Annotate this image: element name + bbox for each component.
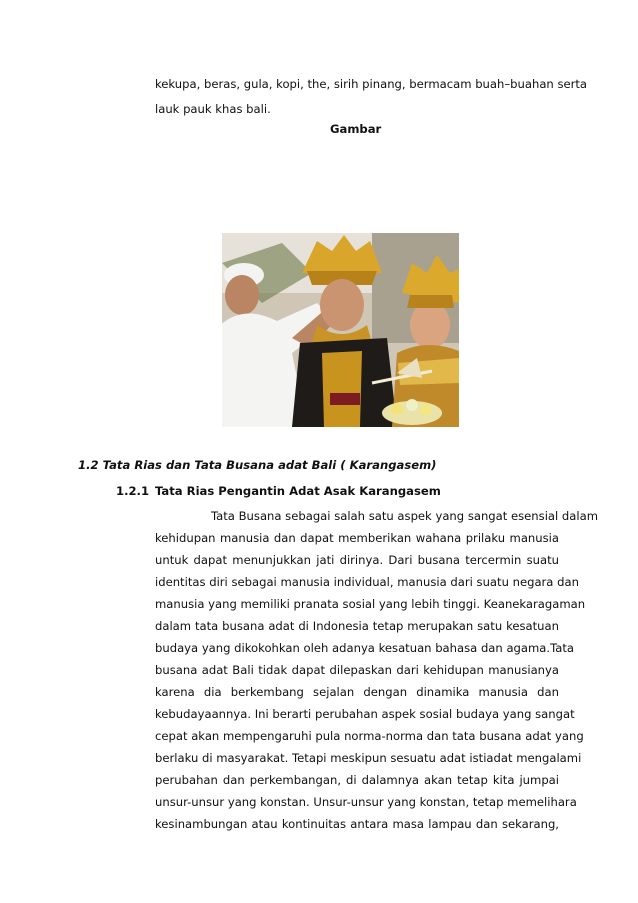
wedding-photo-illustration bbox=[222, 233, 459, 427]
paragraph-line-9: karena dia berkembang sejalan dengan dinamika manusia dan bbox=[155, 685, 559, 699]
paragraph-line-4: identitas diri sebagai manusia individual, manusia dari suatu negara dan bbox=[155, 575, 579, 589]
paragraph-line-5: manusia yang memiliki pranata sosial yang lebih tinggi. Keanekaragaman bbox=[155, 597, 586, 611]
top-text-line-2: lauk pauk khas bali. bbox=[155, 102, 271, 116]
paragraph-line-10: kebudayaannya. Ini berarti perubahan aspek sosial budaya yang sangat bbox=[155, 707, 575, 721]
paragraph-line-3: untuk dapat menunjukkan jati dirinya. Dari busana tercermin suatu bbox=[155, 553, 559, 567]
paragraph-line-11: cepat akan mempengaruhi pula norma-norma dan tata busana adat yang bbox=[155, 729, 584, 743]
paragraph-line-13: perubahan dan perkembangan, di dalamnya akan tetap kita jumpai bbox=[155, 773, 559, 787]
paragraph-line-2: kehidupan manusia dan dapat memberikan wahana prilaku manusia bbox=[155, 531, 559, 545]
paragraph-line-12: berlaku di masyarakat. Tetapi meskipun sesuatu adat istiadat mengalami bbox=[155, 751, 582, 765]
paragraph-line-6: dalam tata busana adat di Indonesia tetap merupakan satu kesatuan bbox=[155, 619, 559, 633]
paragraph-line-14: unsur-unsur yang konstan. Unsur-unsur yang konstan, tetap memelihara bbox=[155, 795, 577, 809]
paragraph-line-8: busana adat Bali tidak dapat dilepaskan dari kehidupan manusianya bbox=[155, 663, 559, 677]
subsection-title: Tata Rias Pengantin Adat Asak Karangasem bbox=[155, 484, 441, 498]
paragraph-line-7: budaya yang dikokohkan oleh adanya kesatuan bahasa dan agama.Tata bbox=[155, 641, 575, 655]
paragraph-line-15: kesinambungan atau kontinuitas antara masa lampau dan sekarang, bbox=[155, 817, 559, 831]
paragraph-line-1: Tata Busana sebagai salah satu aspek yang sangat esensial dalam bbox=[211, 509, 599, 523]
section-heading: 1.2 Tata Rias dan Tata Busana adat Bali ( Karangasem) bbox=[78, 458, 437, 472]
top-text-line-1: kekupa, beras, gula, kopi, the, sirih pinang, bermacam buah–buahan serta bbox=[155, 77, 588, 91]
wedding-photo bbox=[222, 233, 459, 427]
subsection-number: 1.2.1 bbox=[116, 484, 150, 498]
figure-caption: Gambar bbox=[330, 122, 382, 136]
